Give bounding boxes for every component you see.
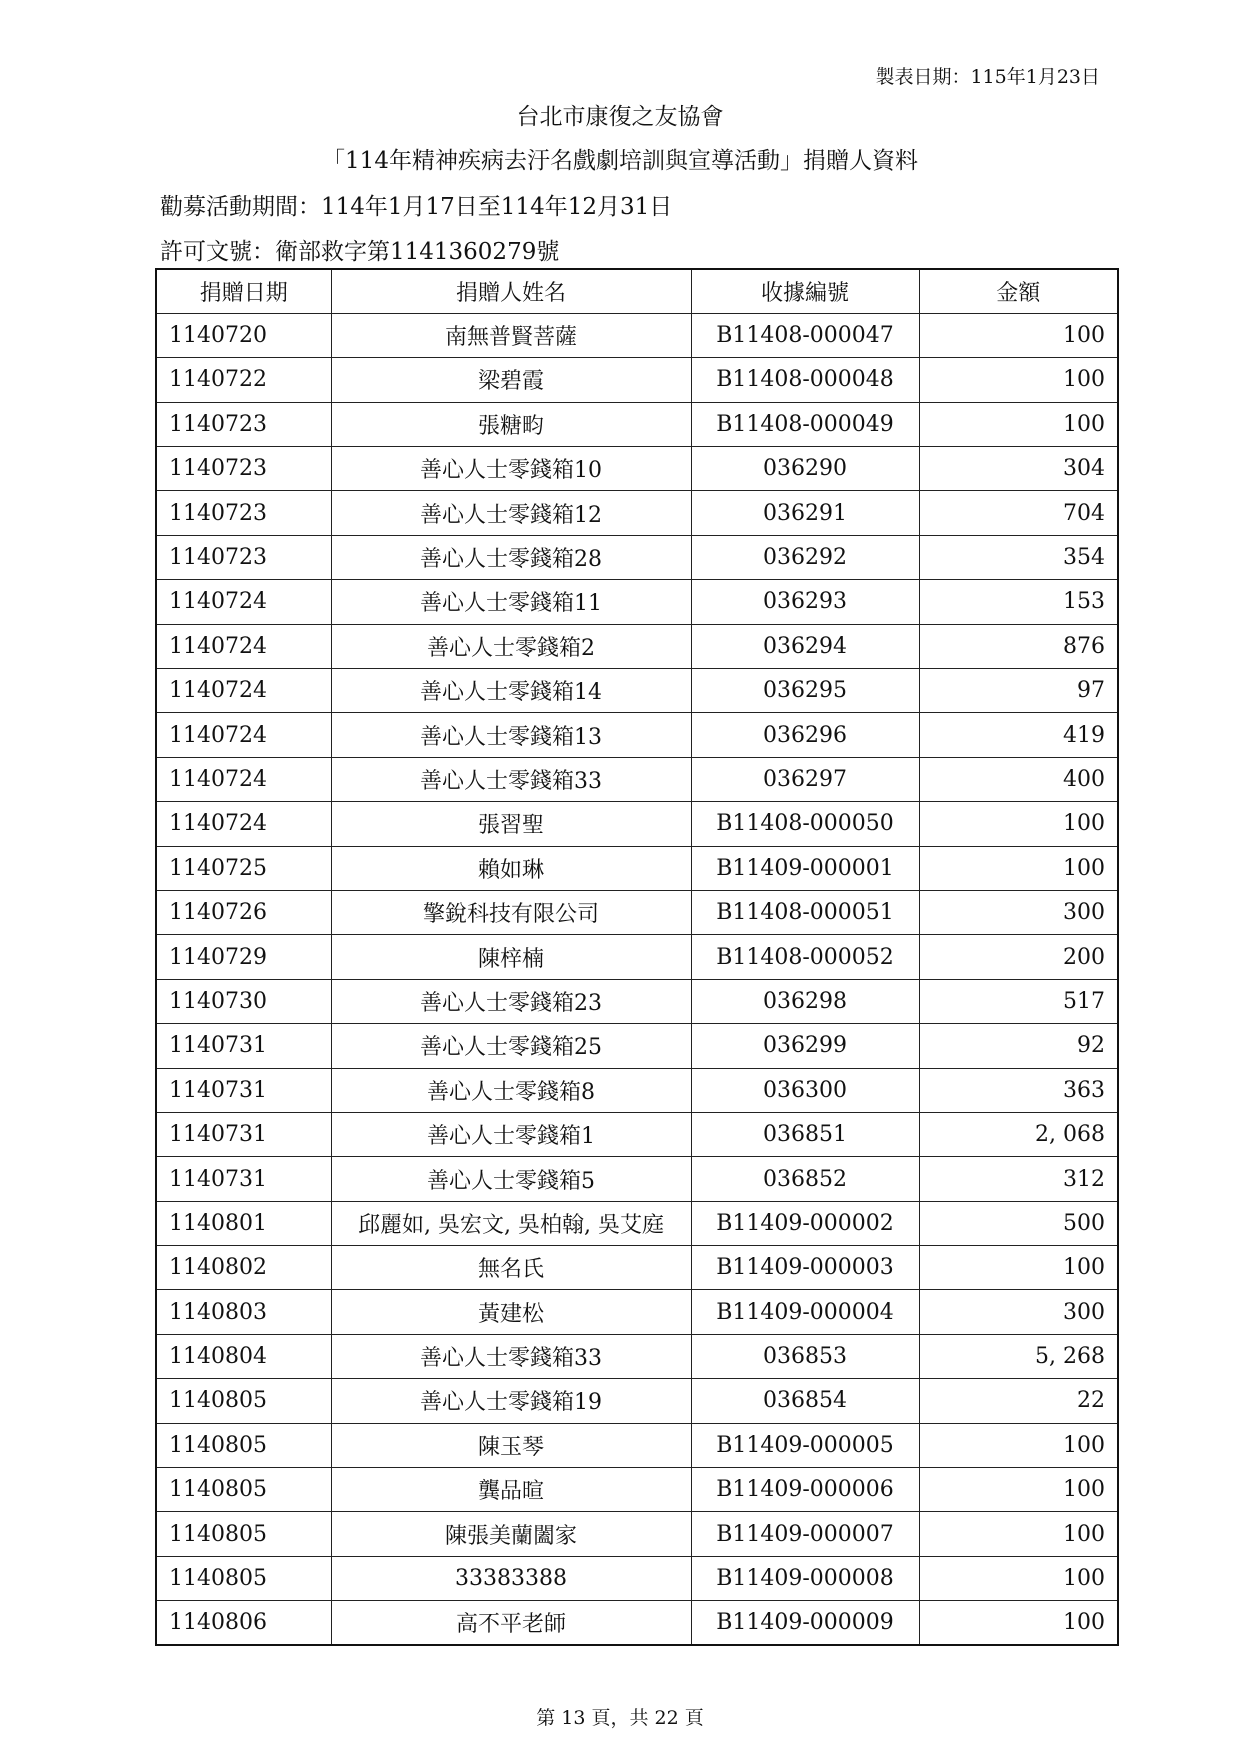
table-header-row	[156, 269, 1118, 313]
table-row	[156, 1601, 1118, 1645]
donor-name-cell: 無名氏	[331, 1246, 691, 1290]
table-row	[156, 313, 1118, 357]
donation-date-cell: 1140723	[156, 491, 331, 535]
receipt-number-cell: B11408-000047	[691, 313, 919, 357]
amount-cell: 153	[919, 580, 1118, 624]
amount-cell: 100	[919, 846, 1118, 890]
amount-cell: 400	[919, 757, 1118, 801]
donor-table	[155, 268, 1119, 1646]
table-row	[156, 1334, 1118, 1378]
amount-cell: 100	[919, 1512, 1118, 1556]
table-row	[156, 1290, 1118, 1334]
table-row	[156, 846, 1118, 890]
receipt-number-cell: B11409-000007	[691, 1512, 919, 1556]
receipt-number-cell: 036294	[691, 624, 919, 668]
receipt-number-cell: B11409-000008	[691, 1556, 919, 1600]
receipt-number-cell: 036297	[691, 757, 919, 801]
table-row	[156, 1512, 1118, 1556]
donor-name-cell: 善心人士零錢箱12	[331, 491, 691, 535]
amount-cell: 100	[919, 1246, 1118, 1290]
donation-date-cell: 1140801	[156, 1201, 331, 1245]
receipt-number-cell: B11408-000049	[691, 402, 919, 446]
donation-date-cell: 1140805	[156, 1379, 331, 1423]
receipt-number-cell: 036854	[691, 1379, 919, 1423]
amount-cell: 100	[919, 313, 1118, 357]
receipt-number-cell: 036295	[691, 669, 919, 713]
amount-cell: 2, 068	[919, 1112, 1118, 1156]
receipt-number-cell: B11409-000005	[691, 1423, 919, 1467]
table-row	[156, 1112, 1118, 1156]
table-row	[156, 491, 1118, 535]
fundraising-period: 勸募活動期間：114年1月17日至114年12月31日	[160, 194, 673, 220]
amount-cell: 300	[919, 1290, 1118, 1334]
receipt-number-cell: 036293	[691, 580, 919, 624]
donation-date-cell: 1140806	[156, 1601, 331, 1645]
table-row	[156, 1246, 1118, 1290]
donor-name-cell: 善心人士零錢箱19	[331, 1379, 691, 1423]
donation-date-cell: 1140724	[156, 669, 331, 713]
receipt-number-cell: B11408-000052	[691, 935, 919, 979]
donor-name-cell: 黃建松	[331, 1290, 691, 1334]
amount-cell: 100	[919, 358, 1118, 402]
table-row	[156, 1201, 1118, 1245]
receipt-number-cell: B11409-000003	[691, 1246, 919, 1290]
amount-cell: 200	[919, 935, 1118, 979]
table-row	[156, 1024, 1118, 1068]
receipt-number-cell: B11409-000009	[691, 1601, 919, 1645]
donation-date-cell: 1140731	[156, 1157, 331, 1201]
table-row	[156, 890, 1118, 934]
donor-rows	[156, 313, 1118, 1645]
donation-date-cell: 1140803	[156, 1290, 331, 1334]
donation-date-cell: 1140724	[156, 757, 331, 801]
amount-cell: 517	[919, 979, 1118, 1023]
table-row	[156, 358, 1118, 402]
donor-name-cell: 梁碧霞	[331, 358, 691, 402]
table-row	[156, 802, 1118, 846]
donor-name-cell: 善心人士零錢箱33	[331, 1334, 691, 1378]
donation-date-cell: 1140805	[156, 1468, 331, 1512]
receipt-number-cell: 036292	[691, 535, 919, 579]
donation-date-cell: 1140805	[156, 1512, 331, 1556]
amount-cell: 704	[919, 491, 1118, 535]
donor-name-cell: 善心人士零錢箱10	[331, 447, 691, 491]
table-row	[156, 1556, 1118, 1600]
donor-name-cell: 善心人士零錢箱14	[331, 669, 691, 713]
receipt-number-cell: B11408-000050	[691, 802, 919, 846]
amount-cell: 97	[919, 669, 1118, 713]
table-row	[156, 757, 1118, 801]
donor-name-cell: 龔品暄	[331, 1468, 691, 1512]
permit-number: 許可文號：衛部救字第1141360279號	[160, 239, 560, 265]
receipt-number-cell: 036851	[691, 1112, 919, 1156]
donor-name-cell: 善心人士零錢箱2	[331, 624, 691, 668]
receipt-number-cell: 036299	[691, 1024, 919, 1068]
donation-date-cell: 1140723	[156, 402, 331, 446]
donation-date-cell: 1140730	[156, 979, 331, 1023]
receipt-number-cell: 036300	[691, 1068, 919, 1112]
table-row	[156, 580, 1118, 624]
donor-name-cell: 善心人士零錢箱13	[331, 713, 691, 757]
amount-cell: 876	[919, 624, 1118, 668]
column-header-date: 捐贈日期	[156, 269, 331, 313]
receipt-number-cell: B11408-000048	[691, 358, 919, 402]
table-row	[156, 402, 1118, 446]
amount-cell: 419	[919, 713, 1118, 757]
receipt-number-cell: B11409-000001	[691, 846, 919, 890]
donor-name-cell: 高不平老師	[331, 1601, 691, 1645]
receipt-number-cell: 036853	[691, 1334, 919, 1378]
amount-cell: 5, 268	[919, 1334, 1118, 1378]
table-row	[156, 979, 1118, 1023]
donation-date-cell: 1140731	[156, 1024, 331, 1068]
receipt-number-cell: 036852	[691, 1157, 919, 1201]
donor-name-cell: 善心人士零錢箱11	[331, 580, 691, 624]
donation-date-cell: 1140804	[156, 1334, 331, 1378]
donor-name-cell: 擎銳科技有限公司	[331, 890, 691, 934]
donor-name-cell: 善心人士零錢箱23	[331, 979, 691, 1023]
made-date: 製表日期：115年1月23日	[875, 66, 1100, 88]
donation-date-cell: 1140724	[156, 713, 331, 757]
donor-name-cell: 陳玉琴	[331, 1423, 691, 1467]
donation-date-cell: 1140720	[156, 313, 331, 357]
document-title: 「114年精神疾病去汙名戲劇培訓與宣導活動」捐贈人資料	[322, 148, 918, 174]
donor-name-cell: 陳梓楠	[331, 935, 691, 979]
donation-date-cell: 1140723	[156, 447, 331, 491]
donation-date-cell: 1140729	[156, 935, 331, 979]
page-number: 第 13 頁，共 22 頁	[536, 1707, 704, 1729]
table-row	[156, 535, 1118, 579]
donor-name-cell: 善心人士零錢箱28	[331, 535, 691, 579]
receipt-number-cell: 036298	[691, 979, 919, 1023]
column-header-name: 捐贈人姓名	[331, 269, 691, 313]
donor-name-cell: 善心人士零錢箱25	[331, 1024, 691, 1068]
donor-name-cell: 張糖畇	[331, 402, 691, 446]
amount-cell: 300	[919, 890, 1118, 934]
receipt-number-cell: B11409-000004	[691, 1290, 919, 1334]
donor-name-cell: 賴如琳	[331, 846, 691, 890]
donation-date-cell: 1140805	[156, 1423, 331, 1467]
amount-cell: 500	[919, 1201, 1118, 1245]
amount-cell: 22	[919, 1379, 1118, 1423]
donor-name-cell: 陳張美蘭闔家	[331, 1512, 691, 1556]
amount-cell: 100	[919, 1423, 1118, 1467]
receipt-number-cell: 036290	[691, 447, 919, 491]
column-header-receipt: 收據編號	[691, 269, 919, 313]
donor-name-cell: 善心人士零錢箱5	[331, 1157, 691, 1201]
donation-date-cell: 1140723	[156, 535, 331, 579]
table-row	[156, 1068, 1118, 1112]
donor-name-cell: 善心人士零錢箱8	[331, 1068, 691, 1112]
amount-cell: 304	[919, 447, 1118, 491]
donor-name-cell: 邱麗如, 吳宏文, 吳柏翰, 吳艾庭	[331, 1201, 691, 1245]
donor-name-cell: 善心人士零錢箱1	[331, 1112, 691, 1156]
table-row	[156, 935, 1118, 979]
amount-cell: 100	[919, 1601, 1118, 1645]
table-row	[156, 447, 1118, 491]
donation-date-cell: 1140722	[156, 358, 331, 402]
amount-cell: 100	[919, 802, 1118, 846]
table-row	[156, 624, 1118, 668]
table-row	[156, 713, 1118, 757]
donation-date-cell: 1140805	[156, 1556, 331, 1600]
table-row	[156, 669, 1118, 713]
amount-cell: 354	[919, 535, 1118, 579]
column-header-amount: 金額	[919, 269, 1118, 313]
receipt-number-cell: B11408-000051	[691, 890, 919, 934]
donation-date-cell: 1140731	[156, 1112, 331, 1156]
donor-name-cell: 張習聖	[331, 802, 691, 846]
amount-cell: 100	[919, 402, 1118, 446]
donation-date-cell: 1140726	[156, 890, 331, 934]
table-row	[156, 1379, 1118, 1423]
donor-name-cell: 33383388	[331, 1556, 691, 1600]
table-row	[156, 1423, 1118, 1467]
amount-cell: 92	[919, 1024, 1118, 1068]
receipt-number-cell: 036291	[691, 491, 919, 535]
amount-cell: 100	[919, 1468, 1118, 1512]
donation-date-cell: 1140724	[156, 624, 331, 668]
receipt-number-cell: B11409-000006	[691, 1468, 919, 1512]
donation-date-cell: 1140725	[156, 846, 331, 890]
amount-cell: 312	[919, 1157, 1118, 1201]
table-row	[156, 1468, 1118, 1512]
donation-date-cell: 1140731	[156, 1068, 331, 1112]
donation-date-cell: 1140724	[156, 802, 331, 846]
donation-date-cell: 1140802	[156, 1246, 331, 1290]
amount-cell: 363	[919, 1068, 1118, 1112]
donor-name-cell: 善心人士零錢箱33	[331, 757, 691, 801]
donor-name-cell: 南無普賢菩薩	[331, 313, 691, 357]
receipt-number-cell: B11409-000002	[691, 1201, 919, 1245]
table-row	[156, 1157, 1118, 1201]
receipt-number-cell: 036296	[691, 713, 919, 757]
donation-date-cell: 1140724	[156, 580, 331, 624]
amount-cell: 100	[919, 1556, 1118, 1600]
organization-title: 台北市康復之友協會	[516, 104, 724, 130]
